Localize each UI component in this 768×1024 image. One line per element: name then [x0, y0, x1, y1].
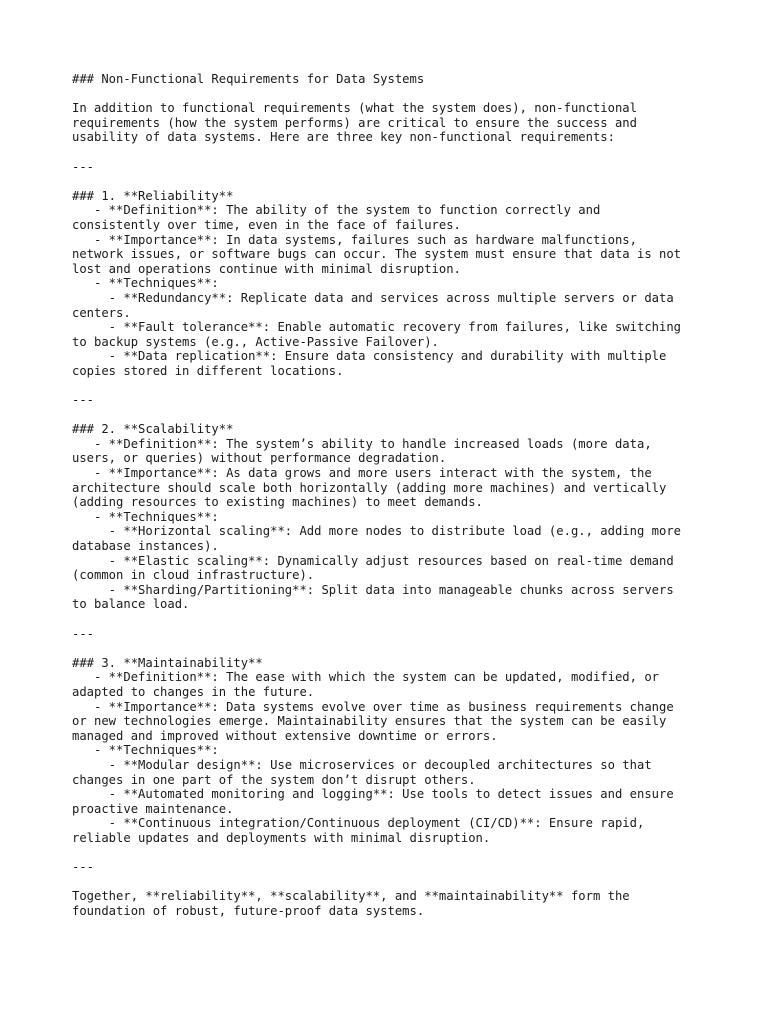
blank-line	[72, 408, 712, 423]
section-title: ### 1. **Reliability**	[72, 188, 234, 203]
section-line: architecture should scale both horizontally (adding more machines) and vertically	[72, 480, 667, 495]
blank-line	[72, 641, 712, 656]
section-line: managed and improved without extensive downtime or errors.	[72, 728, 498, 743]
section-reliability	[72, 189, 712, 379]
section-line: - **Definition**: The ease with which the system can be updated, modified, or	[72, 670, 659, 685]
section-line: - **Horizontal scaling**: Add more nodes to distribute load (e.g., adding more	[72, 524, 682, 539]
section-scalability	[72, 422, 712, 612]
section-line: - **Continuous integration/Continuous deployment (CI/CD)**: Ensure rapid,	[72, 816, 645, 831]
section-line: users, or queries) without performance degradation.	[72, 451, 447, 466]
separator: ---	[72, 159, 95, 174]
section-line: - **Elastic scaling**: Dynamically adjust resources based on real-time demand	[72, 553, 674, 568]
section-line: lost and operations continue with minimal disruption.	[72, 261, 461, 276]
section-line: - **Importance**: Data systems evolve over time as business requirements change	[72, 699, 674, 714]
section-line: consistently over time, even in the face of failures.	[72, 217, 461, 232]
section-line: network issues, or software bugs can occur. The system must ensure that data is not	[72, 247, 682, 262]
section-line: (adding resources to existing machines) to meet demands.	[72, 495, 483, 510]
blank-line	[72, 378, 712, 393]
conclusion-line: Together, **reliability**, **scalability**, and **maintainability** form the	[72, 889, 630, 904]
intro-line: usability of data systems. Here are three key non-functional requirements:	[72, 130, 615, 145]
section-line: - **Techniques**:	[72, 743, 219, 758]
intro-paragraph	[72, 101, 712, 145]
intro-line: requirements (how the system performs) are critical to ensure the success and	[72, 115, 637, 130]
section-line: proactive maintenance.	[72, 801, 234, 816]
section-line: - **Importance**: In data systems, failures such as hardware malfunctions,	[72, 232, 637, 247]
document-heading: ### Non-Functional Requirements for Data Systems	[72, 72, 425, 86]
section-line: to backup systems (e.g., Active-Passive Failover).	[72, 334, 439, 349]
section-line: - **Data replication**: Ensure data consistency and durability with multiple	[72, 349, 667, 364]
separator: ---	[72, 860, 95, 875]
section-line: - **Fault tolerance**: Enable automatic recovery from failures, like switching	[72, 320, 682, 335]
blank-line	[72, 875, 712, 890]
section-line: - **Redundancy**: Replicate data and services across multiple servers or data	[72, 290, 674, 305]
blank-line	[72, 845, 712, 860]
section-line: or new technologies emerge. Maintainability ensures that the system can be easily	[72, 714, 667, 729]
section-line: - **Automated monitoring and logging**: Use tools to detect issues and ensure	[72, 787, 674, 802]
section-line: - **Modular design**: Use microservices or decoupled architectures so that	[72, 757, 652, 772]
intro-line: In addition to functional requirements (what the system does), non-functional	[72, 101, 637, 116]
document-page	[72, 72, 712, 918]
conclusion-line: foundation of robust, future-proof data systems.	[72, 903, 425, 918]
separator: ---	[72, 393, 95, 408]
section-line: - **Techniques**:	[72, 276, 219, 291]
section-line: - **Sharding/Partitioning**: Split data into manageable chunks across servers	[72, 582, 674, 597]
section-line: reliable updates and deployments with minimal disruption.	[72, 830, 491, 845]
section-line: to balance load.	[72, 597, 190, 612]
section-line: adapted to changes in the future.	[72, 684, 315, 699]
section-line: - **Definition**: The system’s ability to handle increased loads (more data,	[72, 436, 652, 451]
blank-line	[72, 87, 712, 102]
section-line: - **Definition**: The ability of the system to function correctly and	[72, 203, 601, 218]
section-maintainability	[72, 656, 712, 846]
section-line: (common in cloud infrastructure).	[72, 568, 315, 583]
section-line: - **Importance**: As data grows and more users interact with the system, the	[72, 466, 652, 481]
section-line: database instances).	[72, 539, 219, 553]
blank-line	[72, 145, 712, 160]
blank-line	[72, 174, 712, 189]
section-line: copies stored in different locations.	[72, 363, 344, 378]
section-title: ### 3. **Maintainability**	[72, 655, 263, 670]
section-title: ### 2. **Scalability**	[72, 422, 234, 437]
separator: ---	[72, 626, 95, 641]
conclusion-paragraph	[72, 889, 712, 918]
section-line: centers.	[72, 305, 131, 320]
section-line: - **Techniques**:	[72, 509, 219, 524]
section-line: changes in one part of the system don’t disrupt others.	[72, 772, 476, 787]
blank-line	[72, 612, 712, 627]
